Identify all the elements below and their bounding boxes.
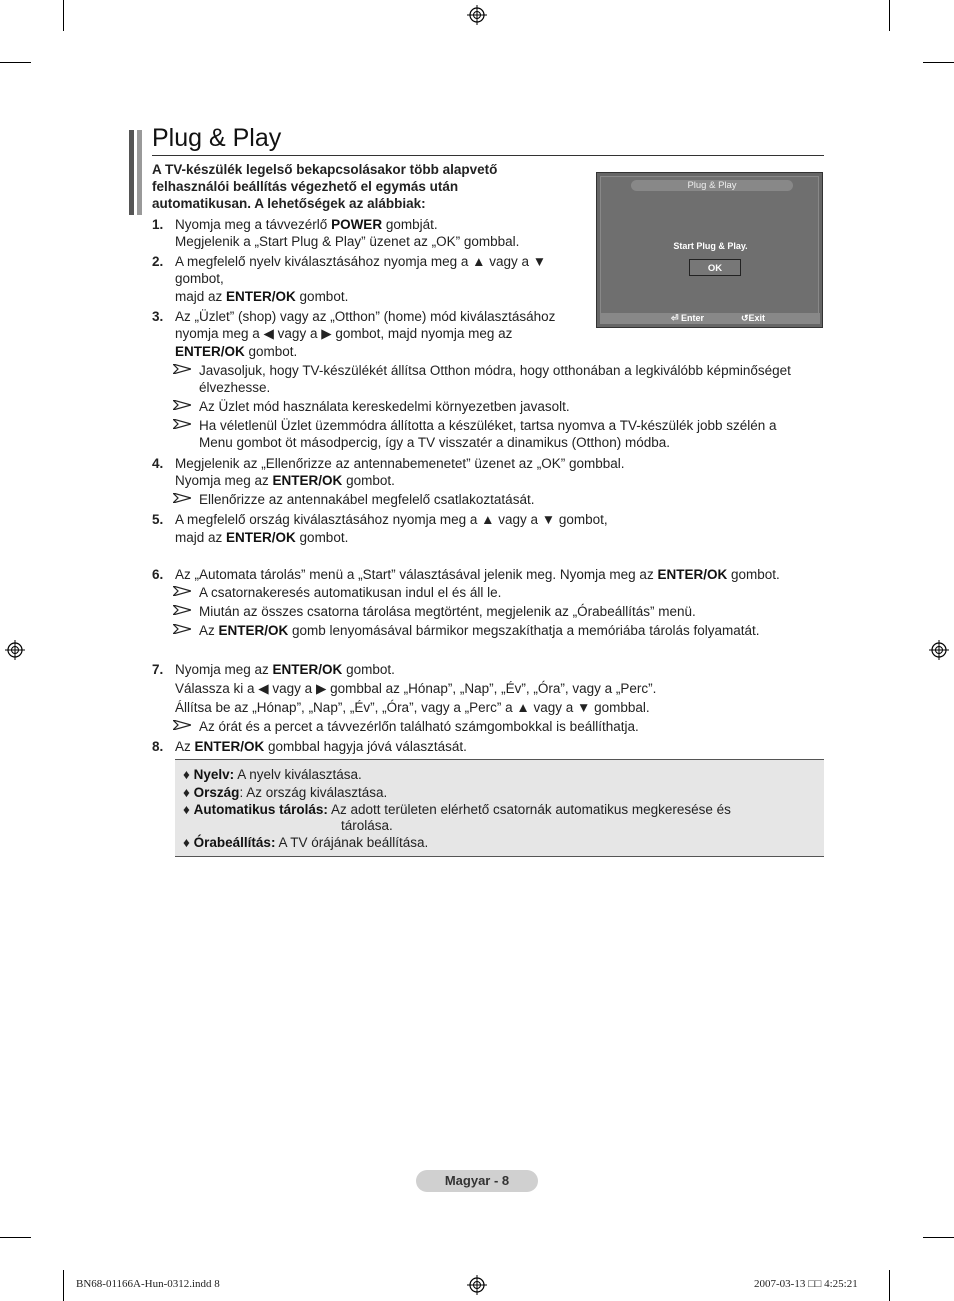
- text-run: gombját.: [382, 217, 438, 232]
- text-run: gombot.: [244, 344, 298, 359]
- text-run: Nyomja meg a távvezérlő: [175, 217, 332, 232]
- registration-mark-icon: [5, 640, 25, 660]
- note-text: Menu gombot öt másodpercig, így a TV visszatér a dinamikus (Otthon) módba.: [199, 435, 670, 450]
- page-number-badge: Magyar - 8: [416, 1170, 538, 1192]
- summary-item: [183, 766, 362, 783]
- bullet-icon: ♦: [183, 785, 190, 800]
- note-arrow-icon: [173, 493, 191, 503]
- key-label: POWER: [331, 217, 383, 232]
- registration-mark-icon: [467, 5, 487, 25]
- tv-screen-panel: [600, 176, 819, 324]
- step-text: [175, 216, 438, 233]
- step-number: 2.: [152, 254, 164, 269]
- summary-item: [183, 784, 387, 801]
- text-run: Az: [175, 739, 195, 754]
- note-arrow-icon: [173, 419, 191, 429]
- step-text: nyomja meg a ◀ vagy a ▶ gombot, majd nyomja meg az: [175, 326, 513, 341]
- tv-screen-footer: [601, 313, 820, 324]
- crop-mark: [889, 1270, 890, 1301]
- step-number: 6.: [152, 567, 164, 582]
- enter-icon: ⏎: [671, 313, 682, 323]
- step-text: A megfelelő nyelv kiválasztásához nyomja meg a ▲ vagy a ▼: [175, 254, 547, 269]
- text-run: gombot.: [342, 662, 395, 677]
- note-text: Az órát és a percet a távvezérlőn található számgombokkal is beállíthatja.: [199, 719, 639, 734]
- note-text: Javasoljuk, hogy TV-készülékét állítsa Otthon módra, hogy otthonában a legkiválóbb képminőséget: [199, 363, 791, 378]
- note-text: Ellenőrizze az antennakábel megfelelő csatlakoztatását.: [199, 492, 535, 507]
- text-run: gombot.: [295, 289, 349, 304]
- key-label: ENTER/OK: [194, 739, 265, 754]
- note-text: Miután az összes csatorna tárolása megtörtént, megjelenik az „Órabeállítás” menü.: [199, 604, 696, 619]
- bullet-icon: ♦: [183, 802, 190, 817]
- note-text: élvezhesse.: [199, 380, 271, 395]
- text-run: Nyomja meg az: [175, 662, 273, 677]
- title-accent-bar: [137, 130, 142, 215]
- bullet-icon: ♦: [183, 835, 190, 850]
- step-text: [175, 566, 780, 583]
- step-number: 5.: [152, 512, 164, 527]
- footer-file-info: BN68-01166A-Hun-0312.indd 8: [76, 1278, 220, 1290]
- summary-box: [175, 759, 824, 857]
- tv-ok-button: OK: [689, 259, 741, 276]
- note-arrow-icon: [173, 605, 191, 615]
- crop-mark: [0, 1237, 31, 1238]
- tv-enter-label: Enter: [681, 313, 705, 323]
- text-run: Az: [199, 623, 219, 638]
- summary-desc: : Az ország kiválasztása.: [239, 785, 388, 800]
- note-arrow-icon: [173, 400, 191, 410]
- text-run: majd az: [175, 289, 227, 304]
- tv-screen-message: Start Plug & Play.: [673, 241, 748, 251]
- text-run: Az „Automata tárolás” menü a „Start” választásával jelenik meg. Nyomja meg az: [175, 567, 658, 582]
- registration-mark-icon: [467, 1275, 487, 1295]
- text-run: gombot.: [342, 473, 395, 488]
- step-number: 7.: [152, 662, 164, 677]
- tv-enter-hint: [671, 313, 704, 324]
- crop-mark: [889, 0, 890, 31]
- step-text: [175, 529, 348, 546]
- summary-desc: A nyelv kiválasztása.: [234, 767, 362, 782]
- note-arrow-icon: [173, 364, 191, 374]
- step-text: [175, 288, 348, 305]
- step-text: Megjelenik a „Start Plug & Play” üzenet az „OK” gombbal.: [175, 234, 520, 249]
- step-text: Az „Üzlet” (shop) vagy az „Otthon” (home) mód kiválasztásához: [175, 309, 556, 324]
- step-text: [175, 661, 395, 678]
- note-text: [199, 622, 760, 639]
- crop-mark: [63, 1270, 64, 1301]
- title-accent-bar: [129, 130, 134, 215]
- summary-item: [183, 801, 731, 818]
- step-text: [175, 343, 297, 360]
- step-text: gombot,: [175, 271, 224, 286]
- note-arrow-icon: [173, 624, 191, 634]
- key-label: ENTER/OK: [226, 289, 296, 304]
- text-run: majd az: [175, 530, 227, 545]
- title-divider: [152, 155, 824, 156]
- crop-mark: [923, 1237, 954, 1238]
- step-number: 1.: [152, 217, 164, 232]
- page-title: Plug & Play: [152, 124, 282, 152]
- text-run: gomb lenyomásával bármikor megszakíthatja a memóriába tárolás folyamatát.: [288, 623, 760, 638]
- key-label: ENTER/OK: [272, 473, 343, 488]
- step-number: 3.: [152, 309, 164, 324]
- key-label: ENTER/OK: [272, 662, 343, 677]
- note-text: A csatornakeresés automatikusan indul el és áll le.: [199, 585, 502, 600]
- bullet-icon: ♦: [183, 767, 190, 782]
- step-text: A megfelelő ország kiválasztásához nyomja meg a ▲ vagy a ▼ gombot,: [175, 512, 608, 527]
- summary-term: Nyelv:: [193, 767, 235, 782]
- text-run: gombbal hagyja jóvá választását.: [264, 739, 467, 754]
- key-label: ENTER/OK: [226, 530, 296, 545]
- intro-text: A TV-készülék legelső bekapcsolásakor több alapvető felhasználói beállítás végezhető el egymás után automatikusan. A lehetőségek az alábbiak:: [152, 162, 498, 211]
- crop-mark: [63, 0, 64, 31]
- return-icon: ↺: [741, 313, 749, 323]
- key-label: ENTER/OK: [218, 623, 289, 638]
- step-text: [175, 472, 395, 489]
- summary-desc: A TV órájának beállítása.: [275, 835, 429, 850]
- footer-timestamp: 2007-03-13 □□ 4:25:21: [754, 1278, 858, 1290]
- summary-desc: Az adott területen elérhető csatornák automatikus megkeresése és: [327, 802, 731, 817]
- summary-term: Ország: [193, 785, 240, 800]
- tv-screen-illustration: [596, 172, 823, 328]
- text-run: gombot.: [295, 530, 349, 545]
- tv-exit-hint: [741, 313, 765, 324]
- crop-mark: [923, 62, 954, 63]
- step-text: [175, 738, 467, 755]
- summary-desc-cont: tárolása.: [341, 818, 393, 833]
- step-text: Állítsa be az „Hónap”, „Nap”, „Év”, „Óra”, vagy a „Perc” a ▲ vagy a ▼ gombbal.: [175, 700, 650, 715]
- step-number: 8.: [152, 739, 164, 754]
- note-arrow-icon: [173, 720, 191, 730]
- note-arrow-icon: [173, 586, 191, 596]
- key-label: ENTER/OK: [657, 567, 728, 582]
- summary-term: Órabeállítás:: [193, 835, 276, 850]
- step-text: Megjelenik az „Ellenőrizze az antennabemenetet” üzenet az „OK” gombbal.: [175, 456, 625, 471]
- note-text: Az Üzlet mód használata kereskedelmi környezetben javasolt.: [199, 399, 570, 414]
- step-text: Válassza ki a ◀ vagy a ▶ gombbal az „Hónap”, „Nap”, „Év”, „Óra”, vagy a „Perc”.: [175, 681, 657, 696]
- text-run: gombot.: [727, 567, 780, 582]
- step-number: 4.: [152, 456, 164, 471]
- key-label: ENTER/OK: [175, 344, 245, 359]
- note-text: Ha véletlenül Üzlet üzemmódra állította a készüléket, tartsa nyomva a TV-készülék jobb szélén a: [199, 418, 777, 433]
- tv-exit-label: Exit: [748, 313, 766, 323]
- text-run: Nyomja meg az: [175, 473, 273, 488]
- tv-screen-header: Plug & Play: [631, 180, 793, 191]
- crop-mark: [0, 62, 31, 63]
- registration-mark-icon: [929, 640, 949, 660]
- summary-item: [183, 834, 428, 851]
- summary-term: Automatikus tárolás:: [193, 802, 328, 817]
